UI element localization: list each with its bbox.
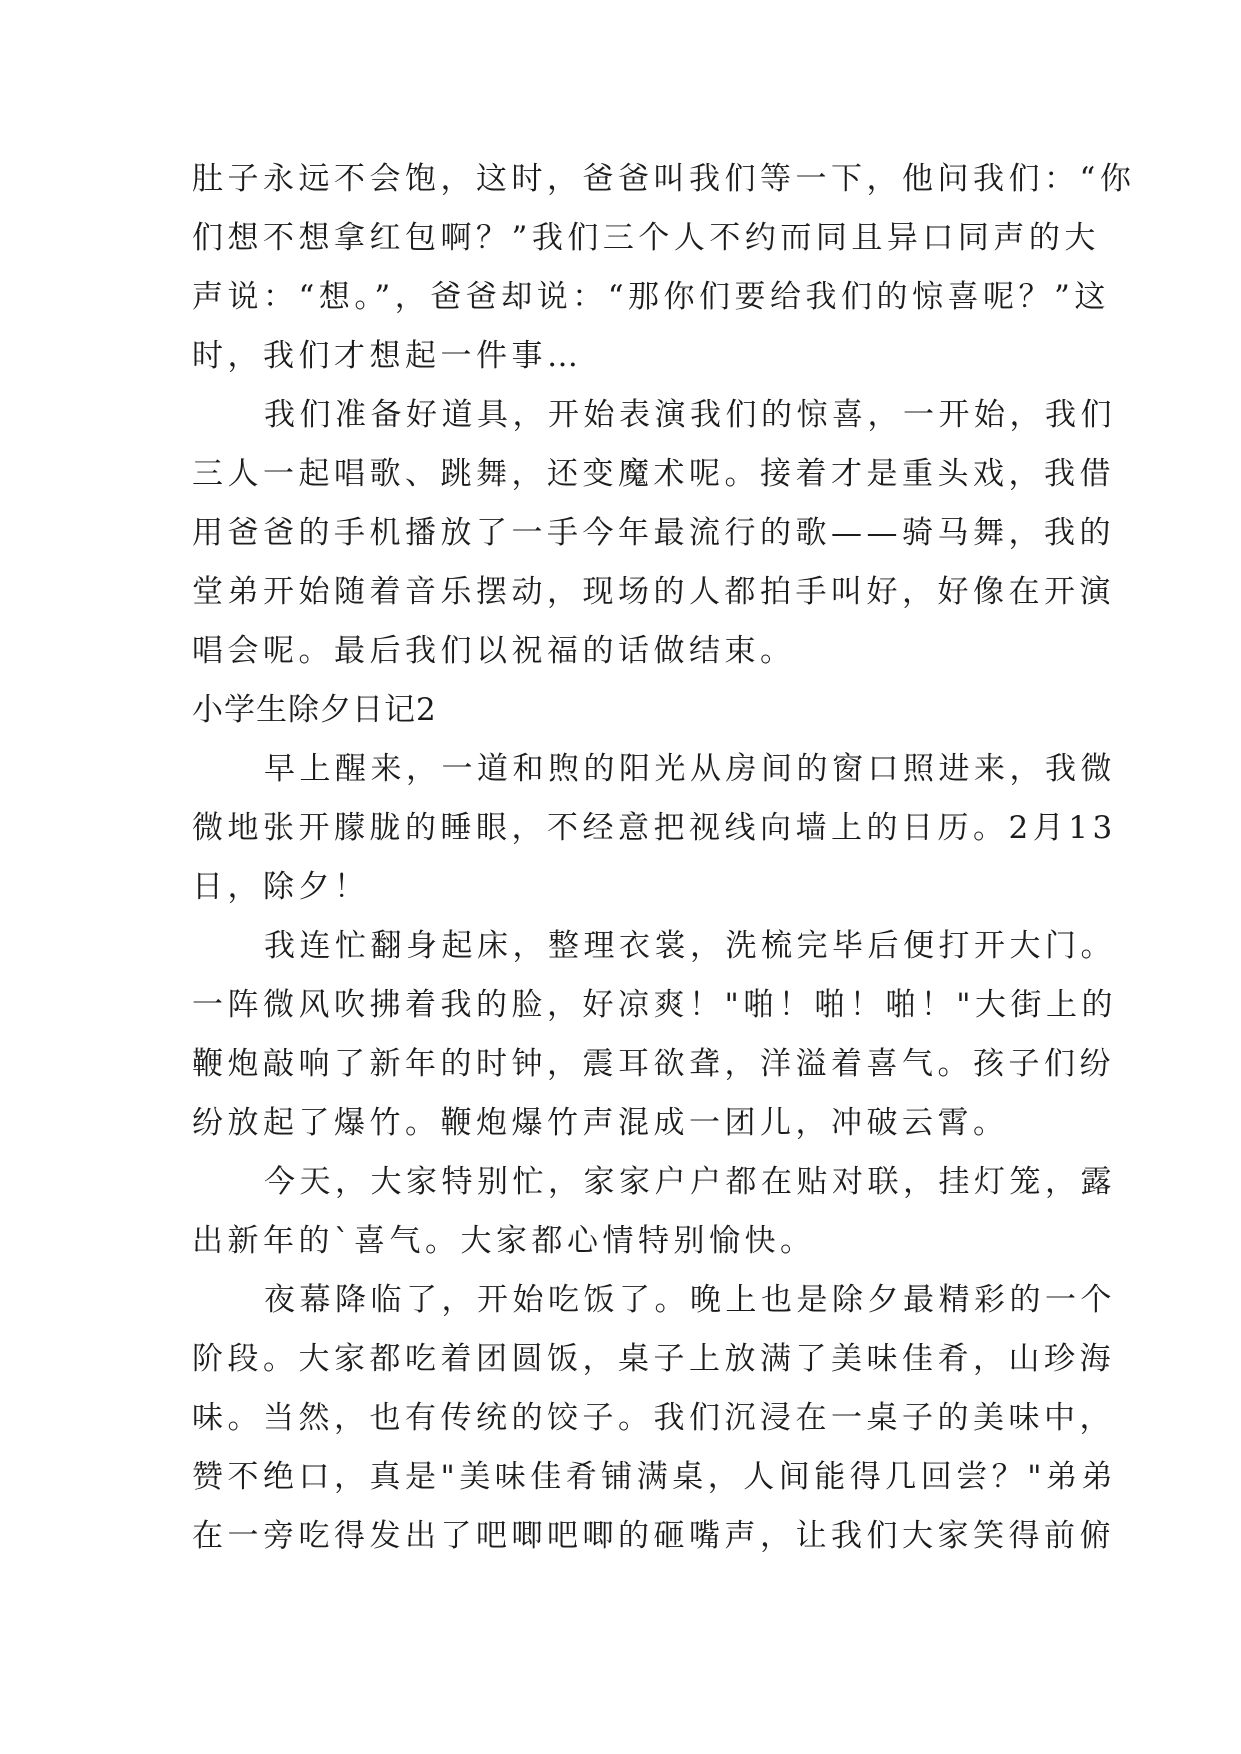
text-line: 声说：“想。”，爸爸却说：“那你们要给我们的惊喜呢？”这 — [192, 279, 1110, 315]
text-line: 阶段。大家都吃着团圆饭，桌子上放满了美味佳肴，山珍海 — [192, 1341, 1115, 1377]
text-line: 用爸爸的手机播放了一手今年最流行的歌——骑马舞，我的 — [192, 515, 1115, 551]
text-line: 赞不绝口，真是"美味佳肴铺满桌，人间能得几回尝？"弟弟 — [192, 1459, 1118, 1495]
paragraph-start-line: 我们准备好道具，开始表演我们的惊喜，一开始，我们 — [264, 397, 1116, 433]
text-line: 时，我们才想起一件事… — [192, 338, 583, 374]
text-line: 肚子永远不会饱，这时，爸爸叫我们等一下，他问我们：“你 — [192, 161, 1136, 197]
text-line: 在一旁吃得发出了吧唧吧唧的砸嘴声，让我们大家笑得前俯 — [192, 1518, 1115, 1554]
paragraph-start-line: 我连忙翻身起床，整理衣裳，洗梳完毕后便打开大门。 — [264, 928, 1116, 964]
text-line: 味。当然，也有传统的饺子。我们沉浸在一桌子的美味中， — [192, 1400, 1115, 1436]
text-line: 日，除夕！ — [192, 869, 370, 905]
paragraph-start-line: 夜幕降临了，开始吃饭了。晚上也是除夕最精彩的一个 — [264, 1282, 1116, 1318]
text-line: 纷放起了爆竹。鞭炮爆竹声混成一团儿，冲破云霄。 — [192, 1105, 1009, 1141]
text-line: 微地张开朦胧的睡眼，不经意把视线向墙上的日历。2月13 — [192, 810, 1117, 846]
text-line: 三人一起唱歌、跳舞，还变魔术呢。接着才是重头戏，我借 — [192, 456, 1115, 492]
paragraph-start-line: 今天，大家特别忙，家家户户都在贴对联，挂灯笼，露 — [264, 1164, 1116, 1200]
paragraph-start-line: 早上醒来，一道和煦的阳光从房间的窗口照进来，我微 — [264, 751, 1116, 787]
diary-text — [192, 150, 1136, 1566]
text-line: 堂弟开始随着音乐摆动，现场的人都拍手叫好，好像在开演 — [192, 574, 1115, 610]
text-line: 一阵微风吹拂着我的脸，好凉爽！"啪！啪！啪！"大街上的 — [192, 987, 1118, 1023]
text-line: 唱会呢。最后我们以祝福的话做结束。 — [192, 633, 796, 669]
text-line: 鞭炮敲响了新年的时钟，震耳欲聋，洋溢着喜气。孩子们纷 — [192, 1046, 1115, 1082]
text-line: 出新年的`喜气。大家都心情特别愉快。 — [192, 1223, 816, 1259]
text-line: 们想不想拿红包啊？”我们三个人不约而同且异口同声的大 — [192, 220, 1100, 256]
section-heading: 小学生除夕日记2 — [192, 692, 437, 728]
